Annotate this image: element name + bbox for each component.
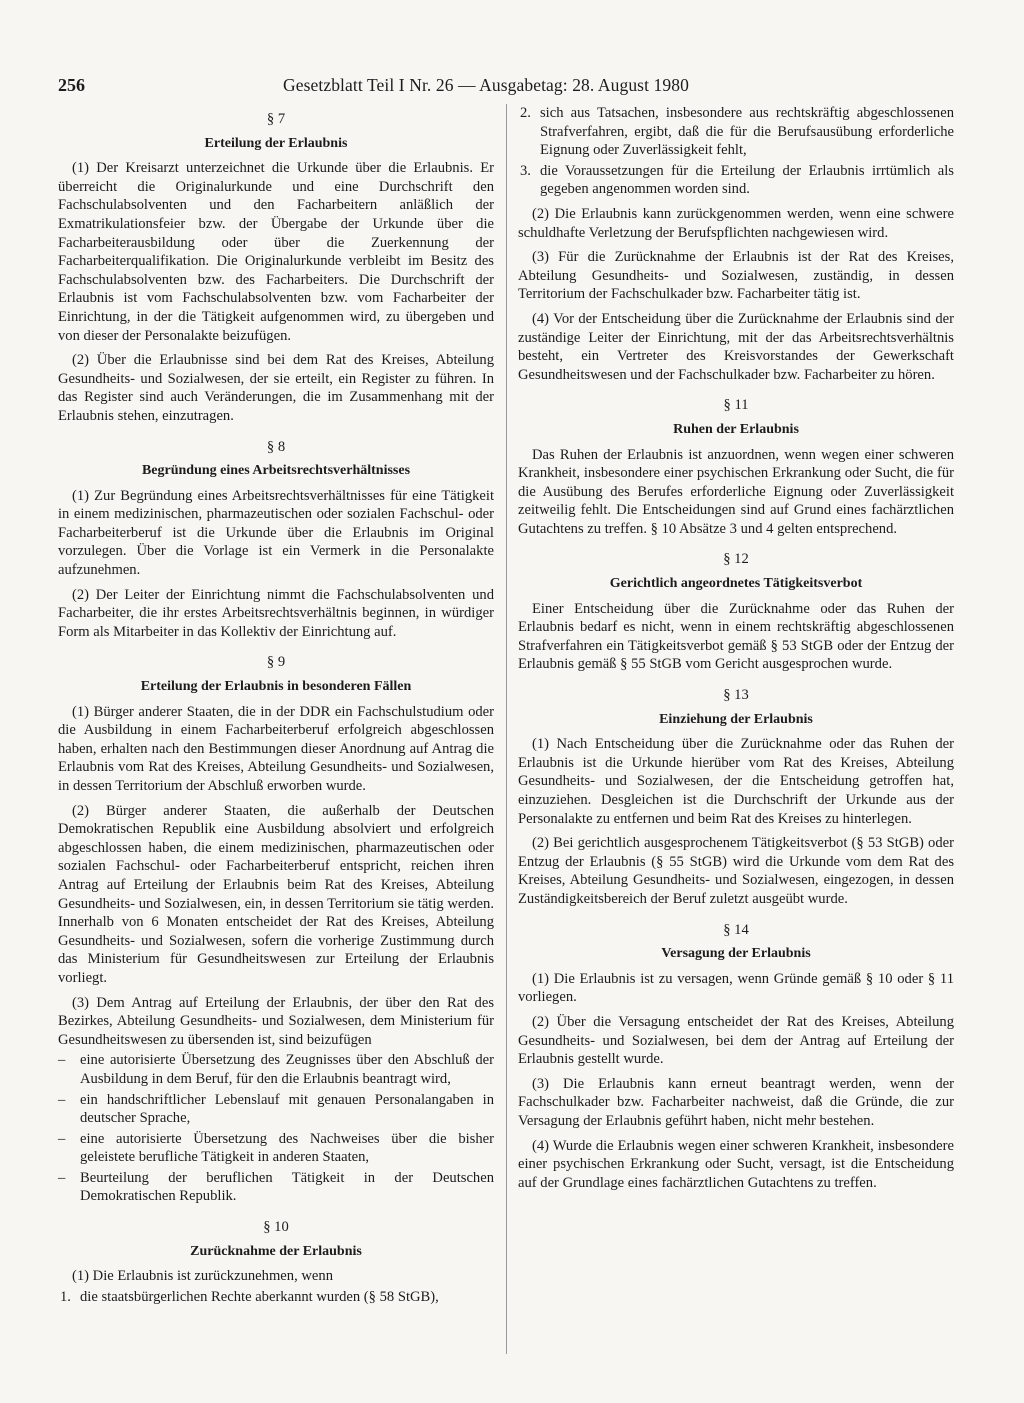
paragraph: (1) Bürger anderer Staaten, die in der DDR ein Fachschulstudium oder die Ausbildung in einem Facharbeiterberuf erfolgreich abgeschlossen haben, erhalten nach den Bestimmungen dieser Anordnung auf Antrag die Erlaubnis vom Rat des Kreises, Abteilung Gesundheits- und Sozialwesen, in dessen Territorium der Abschluß erworben wurde. xyxy=(58,703,494,794)
section-title: Ruhen der Erlaubnis xyxy=(673,421,799,437)
section-number: § 11 xyxy=(723,397,749,414)
list-item xyxy=(518,162,954,199)
section-9 xyxy=(58,653,494,1206)
left-column xyxy=(58,104,494,1312)
list-item-text: die staatsbürgerlichen Rechte aberkannt wurden (§ 58 StGB), xyxy=(80,1288,439,1305)
paragraph: (1) Nach Entscheidung über die Zurücknahme oder das Ruhen der Erlaubnis ist die Urkunde hierüber vom Rat des Kreises, Abteilung Gesundheits- und Sozialwesen, der die Entscheidung getroffen hat, einzuziehen. Desgleichen ist die Durchschrift der Urkunde aus der Personalakte zu entfernen und beim Rat des Kreises zu hinterlegen. xyxy=(518,736,954,827)
attachment-list xyxy=(58,1051,494,1206)
paragraph: (2) Die Erlaubnis kann zurückgenommen werden, wenn eine schwere schuldhafte Verletzung der Berufspflichten nachgewiesen wird. xyxy=(518,205,954,241)
paragraph: (2) Bei gerichtlich ausgesprochenem Tätigkeitsverbot (§ 53 StGB) oder Entzug der Erlaubnis (§ 55 StGB) wird die Urkunde vom dem Rat des Kreises, Abteilung Gesundheits- und Sozialwesen, eingezogen, in dessen Zuständigkeitsbereich der Beruf zuletzt ausgeübt wurde. xyxy=(518,835,954,907)
paragraph: (2) Über die Versagung entscheidet der Rat des Kreises, Abteilung Gesundheits- und Sozialwesen, bei dem der Antrag auf Erteilung der Erlaubnis gestellt wurde. xyxy=(518,1013,954,1068)
dash-marker: – xyxy=(58,1130,66,1147)
numbered-list xyxy=(58,1288,494,1307)
dash-marker: – xyxy=(58,1169,66,1186)
numbered-list xyxy=(518,104,954,199)
list-item-text: ein handschriftlicher Lebenslauf mit genauen Personalangaben in deutscher Sprache, xyxy=(80,1091,494,1127)
list-item xyxy=(518,104,954,160)
list-item-text: sich aus Tatsachen, insbesondere aus rechtskräftig abgeschlossenen Strafverfahren, ergibt, daß die für die Berufsausübung erforderliche Eignung oder Zuverlässigkeit fehlt, xyxy=(540,105,954,159)
dash-marker: – xyxy=(58,1052,66,1069)
paragraph: (1) Zur Begründung eines Arbeitsrechtsverhältnisses für eine Tätigkeit in einem medizinischen, pharmazeutischen oder sozialen Fachschul- oder Facharbeiterberuf ist die Urkunde über die Erlaubnis im Original vorzulegen. Über die Vorlage ist ein Vermerk in die Personalakte aufzunehmen. xyxy=(58,487,494,579)
running-title: Gesetzblatt Teil I Nr. 26 — Ausgabetag: 28. August 1980 xyxy=(283,75,689,95)
list-item xyxy=(58,1130,494,1167)
section-number: § 13 xyxy=(723,687,749,704)
item-number: 1. xyxy=(60,1288,71,1305)
list-item xyxy=(58,1169,494,1206)
paragraph: (1) Die Erlaubnis ist zurückzunehmen, wenn xyxy=(72,1268,333,1285)
paragraph: (1) Die Erlaubnis ist zu versagen, wenn Gründe gemäß § 10 oder § 11 vorliegen. xyxy=(518,970,954,1006)
paragraph: (2) Der Leiter der Einrichtung nimmt die Fachschulabsolventen und Facharbeiter, die ihr erstes Arbeitsrechtsverhältnis beginnen, in würdiger Form als Mitarbeiter in das Kollektiv der Einrichtung auf. xyxy=(58,586,494,640)
section-title: Erteilung der Erlaubnis xyxy=(204,135,348,151)
paragraph: (1) Der Kreisarzt unterzeichnet die Urkunde über die Erlaubnis. Er überreicht die Originalurkunde und eine Durchschrift den Fachschulabsolventen und den Facharbeitern anläßlich der Exmatrikulationsfeier bzw. der Übergabe der Urkunde über die Facharbeiterausbildung oder über die Zuerkennung der Facharbeiterqualifikation. Die Originalurkunde verbleibt im Besitz des Fachschulabsolventen bzw. des Facharbeiters. Die Durchschrift der Erlaubnis ist vom Fachschulabsolventen bzw. vom Facharbeiter der Einrichtung, in der die Tätigkeit aufgenommen wird, zu übergeben und von dieser der Personalakte beizufügen. xyxy=(58,160,494,344)
section-10-continued xyxy=(518,104,954,384)
column-divider xyxy=(506,104,507,1354)
list-item-text: eine autorisierte Übersetzung des Zeugnisses über den Abschluß der Ausbildung in dem Beruf, für den die Erlaubnis beantragt wird, xyxy=(80,1052,494,1087)
paragraph: (2) Über die Erlaubnisse sind bei dem Rat des Kreises, Abteilung Gesundheits- und Sozialwesen, der sie erteilt, ein Register zu führen. In das Register sind auch Veränderungen, die im Zusammenhang mit der Erlaubnis stehen, einzutragen. xyxy=(58,352,494,424)
list-item-text: die Voraussetzungen für die Erteilung der Erlaubnis irrtümlich als gegeben angenommen worden sind. xyxy=(540,162,954,198)
list-item xyxy=(58,1051,494,1088)
item-number: 3. xyxy=(520,162,531,179)
section-number: § 14 xyxy=(723,921,749,938)
section-title: Begründung eines Arbeitsrechtsverhältnisses xyxy=(141,463,411,479)
page-header xyxy=(58,74,708,98)
paragraph: (3) Dem Antrag auf Erteilung der Erlaubnis, der über den Rat des Bezirkes, Abteilung Gesundheits- und Sozialwesen, dem Ministerium für Gesundheitswesen zu übersenden ist, sind beizufügen xyxy=(58,994,494,1048)
section-11 xyxy=(518,396,954,538)
item-number: 2. xyxy=(520,105,531,121)
dash-marker: – xyxy=(58,1091,66,1108)
list-item xyxy=(58,1288,494,1307)
paragraph: (3) Die Erlaubnis kann erneut beantragt werden, wenn der Fachschulkader bzw. Facharbeiter nachweist, daß die Gründe, die zur Versagung der Erlaubnis geführt haben, nicht mehr bestehen. xyxy=(518,1075,954,1129)
section-title: Versagung der Erlaubnis xyxy=(661,946,811,962)
section-number: § 9 xyxy=(266,654,286,671)
list-item-text: Beurteilung der beruflichen Tätigkeit in der Deutschen Demokratischen Republik. xyxy=(80,1169,494,1205)
section-10 xyxy=(58,1218,494,1306)
paragraph: Das Ruhen der Erlaubnis ist anzuordnen, wenn wegen einer schweren Krankheit, insbesondere einer psychischen Erkrankung oder Sucht, die für die Ausübung des Berufes erforderliche Eignung oder Zuverlässigkeit zeitweilig fehlt. Die Entscheidungen sind auf Grund eines fachärztlichen Gutachtens zu treffen. § 10 Absätze 3 und 4 gelten entsprechend. xyxy=(518,446,954,537)
section-13 xyxy=(518,686,954,909)
section-title: Einziehung der Erlaubnis xyxy=(659,711,813,727)
page-number: 256 xyxy=(58,75,85,95)
section-number: § 8 xyxy=(266,438,286,455)
section-title: Gerichtlich angeordnetes Tätigkeitsverbot xyxy=(609,576,863,592)
paragraph: (2) Bürger anderer Staaten, die außerhalb der Deutschen Demokratischen Republik eine Ausbildung absolviert und erfolgreich abgeschlossen haben, die einem medizinischen, pharmazeutischen oder sozialen Fachschul- oder Facharbeiterberuf entspricht, reichen ihren Antrag auf Erteilung der Erlaubnis beim Rat des Kreises, Abteilung Gesundheits- und Sozialwesen, ein, in dessen Territorium sie tätig werden. Innerhalb von 6 Monaten entscheidet der Rat des Kreises, Abteilung Gesundheits- und Sozialwesen, sofern die vorherige Zustimmung durch das Ministerium für Gesundheitswesen zur Erteilung der Erlaubnis vorliegt. xyxy=(58,802,494,986)
paragraph: Einer Entscheidung über die Zurücknahme oder das Ruhen der Erlaubnis bedarf es nicht, wenn in einem rechtskräftig abgeschlossenen Strafverfahren ein Tätigkeitsverbot gemäß § 53 StGB oder der Entzug der Erlaubnis gemäß § 55 StGB vom Gericht ausgesprochen wurde. xyxy=(518,600,954,673)
section-7 xyxy=(58,110,494,426)
section-title: Erteilung der Erlaubnis in besonderen Fällen xyxy=(140,679,412,695)
section-14 xyxy=(518,921,954,1193)
right-column xyxy=(518,104,954,1198)
section-number: § 7 xyxy=(266,111,286,127)
paragraph: (3) Für die Zurücknahme der Erlaubnis ist der Rat des Kreises, Abteilung Gesundheits- und Sozialwesen, zuständig, in dessen Territorium der Fachschulkader bzw. Facharbeiter tätig ist. xyxy=(518,249,954,303)
section-8 xyxy=(58,438,494,642)
paragraph: (4) Vor der Entscheidung über die Zurücknahme der Erlaubnis sind der zuständige Leiter der Einrichtung, mit der das Arbeitsrechtsverhältnis besteht, ein Vertreter des Kreisvorstandes der Gewerkschaft Gesundheitswesen und der Fachschulkader bzw. Facharbeiter zu hören. xyxy=(518,310,954,383)
section-number: § 12 xyxy=(723,551,749,568)
list-item-text: eine autorisierte Übersetzung des Nachweises über die bisher geleistete berufliche Tätigkeit in anderen Staaten, xyxy=(80,1130,494,1166)
paragraph: (4) Wurde die Erlaubnis wegen einer schweren Krankheit, insbesondere einer psychischen Erkrankung oder Sucht, versagt, ist die Entscheidung auf der Grundlage eines fachärztlichen Gutachtens zu treffen. xyxy=(518,1137,954,1191)
section-title: Zurücknahme der Erlaubnis xyxy=(190,1243,362,1259)
section-12 xyxy=(518,550,954,674)
list-item xyxy=(58,1091,494,1128)
section-number: § 10 xyxy=(263,1219,289,1236)
